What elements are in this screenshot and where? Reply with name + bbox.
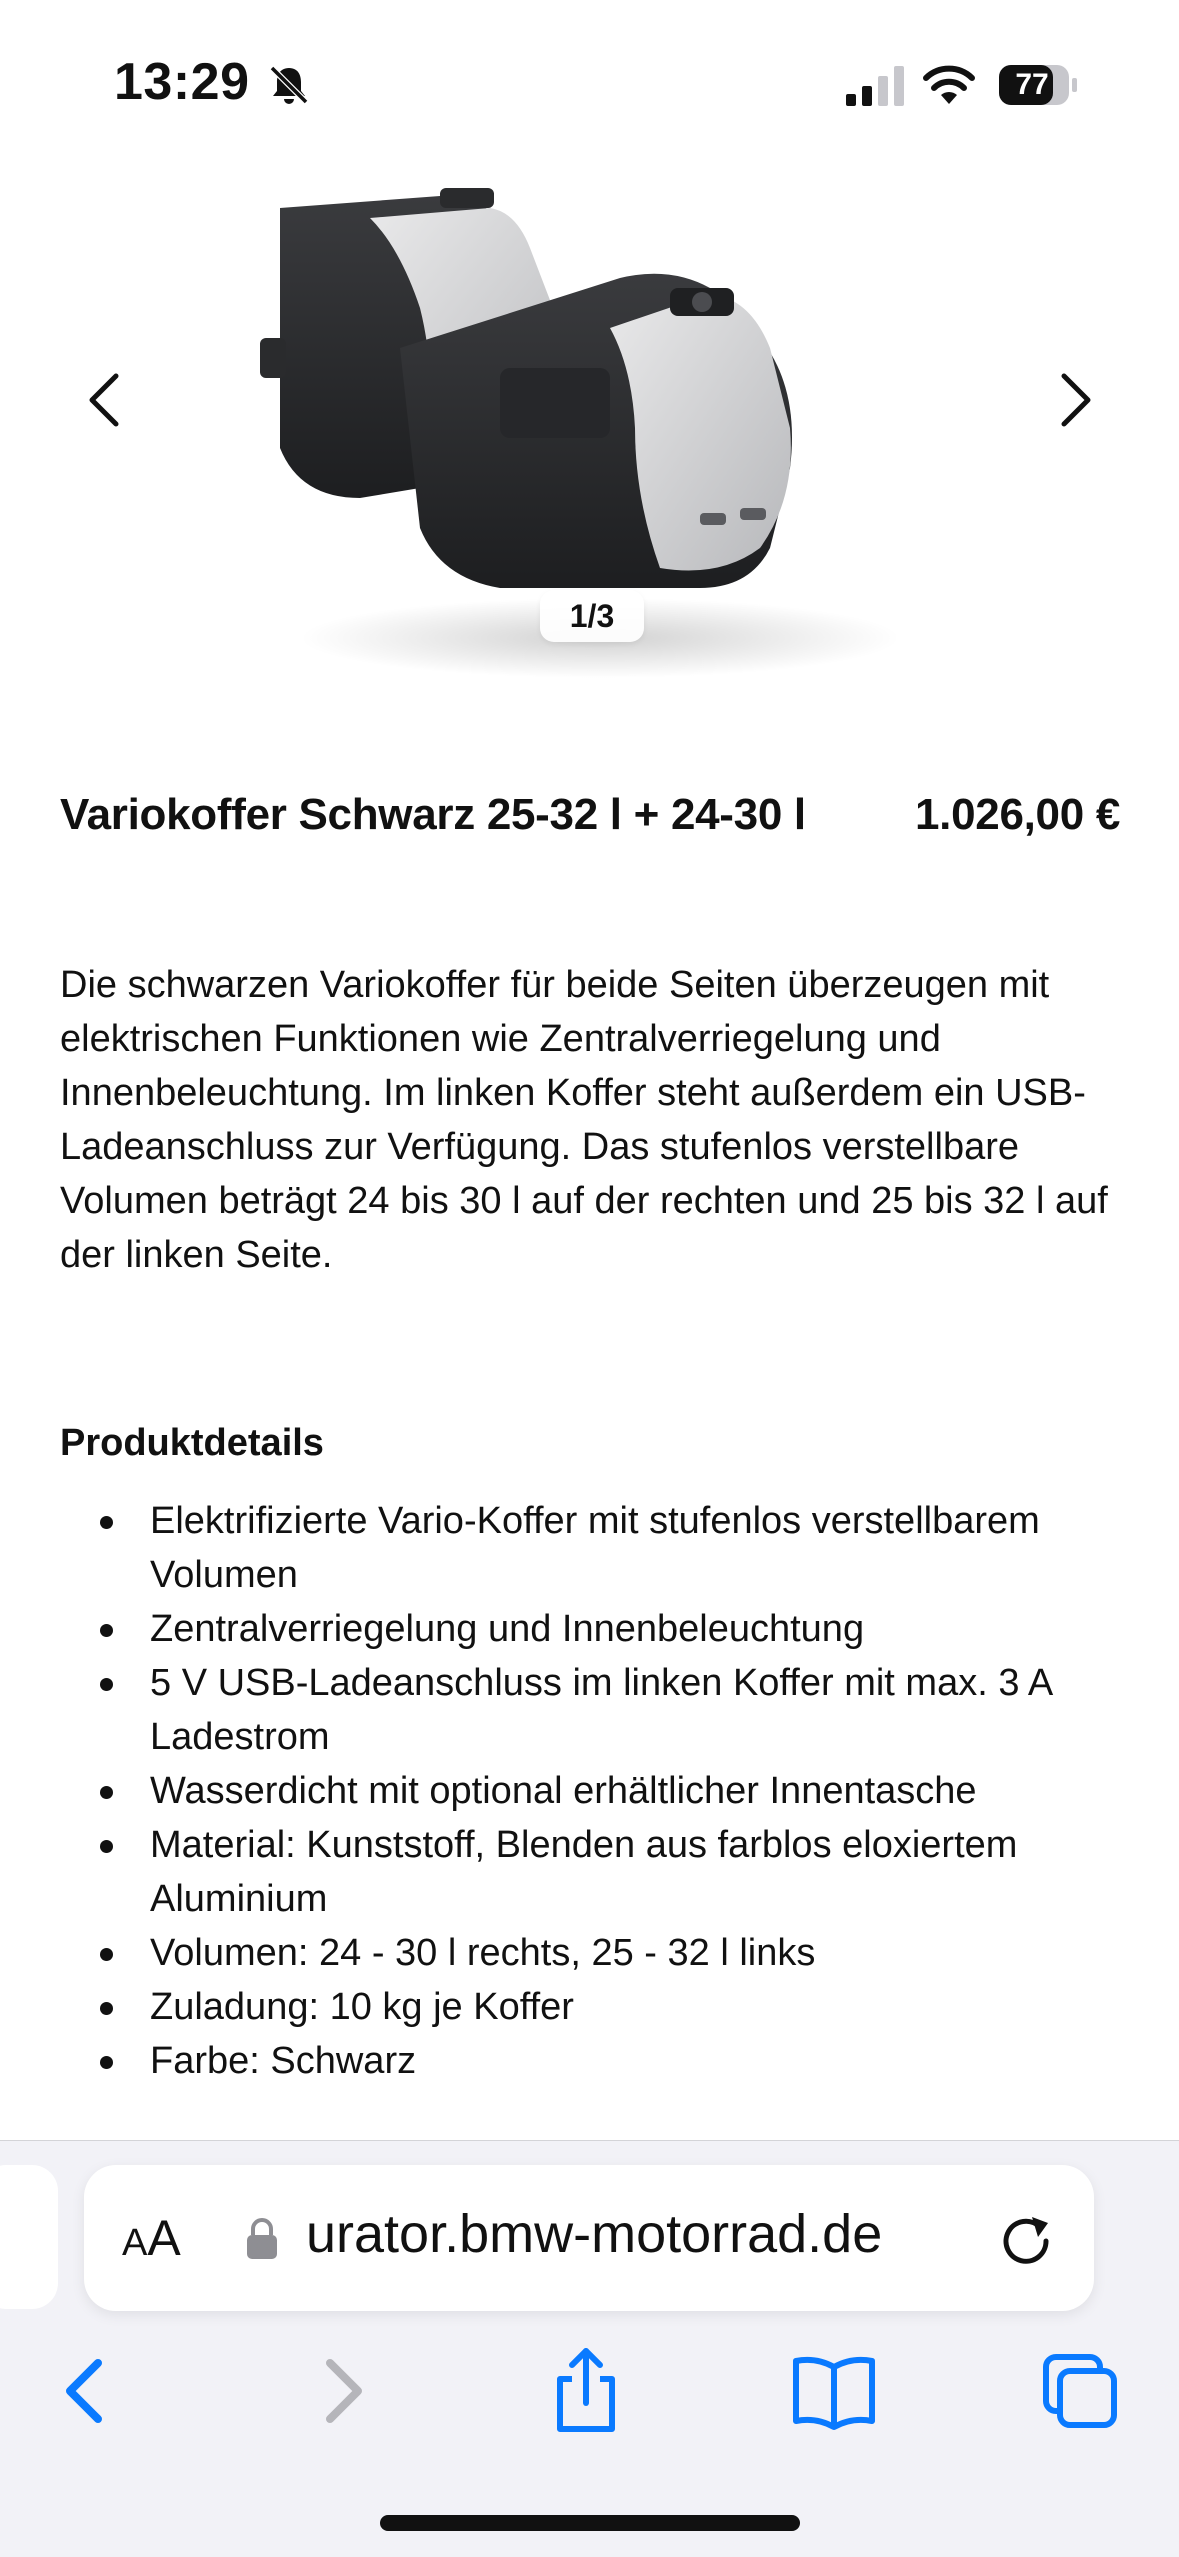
product-header [60,788,1120,898]
product-image-carousel[interactable] [0,150,1179,690]
chevron-right-icon[interactable] [1044,360,1104,440]
address-bar[interactable] [84,2165,1094,2311]
share-icon[interactable] [536,2341,636,2441]
product-price: 1.026,00 € [915,790,1120,839]
status-bar [0,0,1179,170]
list-item: Farbe: Schwarz [60,2034,1120,2088]
wifi-icon [922,62,976,106]
aa-large-letter: A [147,2210,181,2266]
details-list [60,1494,1120,2088]
forward-icon[interactable] [292,2341,392,2441]
list-item: Wasserdicht mit optional erhältlicher Innentasche [60,1764,1120,1818]
reader-options-button[interactable] [122,2209,181,2267]
bell-slash-icon [266,62,312,108]
list-item: 5 V USB-Ladeanschluss im linken Koffer mit max. 3 A Ladestrom [60,1656,1120,1764]
list-item: Material: Kunststoff, Blenden aus farblos eloxiertem Aluminium [60,1818,1120,1926]
aa-small-letter: A [122,2222,148,2264]
battery-icon [998,62,1078,108]
browser-toolbar [0,2341,1179,2441]
product-title: Variokoffer Schwarz 25-32 l + 24-30 l [60,790,806,839]
tabs-icon[interactable] [1030,2341,1130,2441]
back-icon[interactable] [36,2341,136,2441]
status-time: 13:29 [114,53,250,111]
list-item: Volumen: 24 - 30 l rechts, 25 - 32 l links [60,1926,1120,1980]
reload-icon[interactable] [996,2209,1056,2269]
list-item: Elektrifizierte Vario-Koffer mit stufenlos verstellbarem Volumen [60,1494,1120,1602]
list-item: Zuladung: 10 kg je Koffer [60,1980,1120,2034]
url-text[interactable]: urator.bmw-motorrad.de [306,2204,883,2264]
battery-level: 77 [1015,68,1049,101]
previous-tab-card[interactable] [0,2165,58,2309]
image-counter: 1/3 [540,590,644,642]
browser-bar [0,2140,1179,2557]
product-description: Die schwarzen Variokoffer für beide Seiten überzeugen mit elektrischen Funktionen wie Zentralverriegelung und Innenbeleuchtung. Im linken Koffer steht außerdem ein USB-Ladeanschluss zur Verfügung. Das stufenlos verstellbare Volumen beträgt 24 bis 30 l auf der rechten und 25 bis 32 l auf der linken Seite. [60,964,1108,1276]
lock-icon [244,2217,280,2261]
list-item: Zentralverriegelung und Innenbeleuchtung [60,1602,1120,1656]
details-heading: Produktdetails [60,1422,324,1464]
cellular-signal-icon [846,66,906,106]
chevron-left-icon[interactable] [76,360,136,440]
home-indicator [380,2515,800,2531]
bookmarks-icon[interactable] [784,2341,884,2441]
